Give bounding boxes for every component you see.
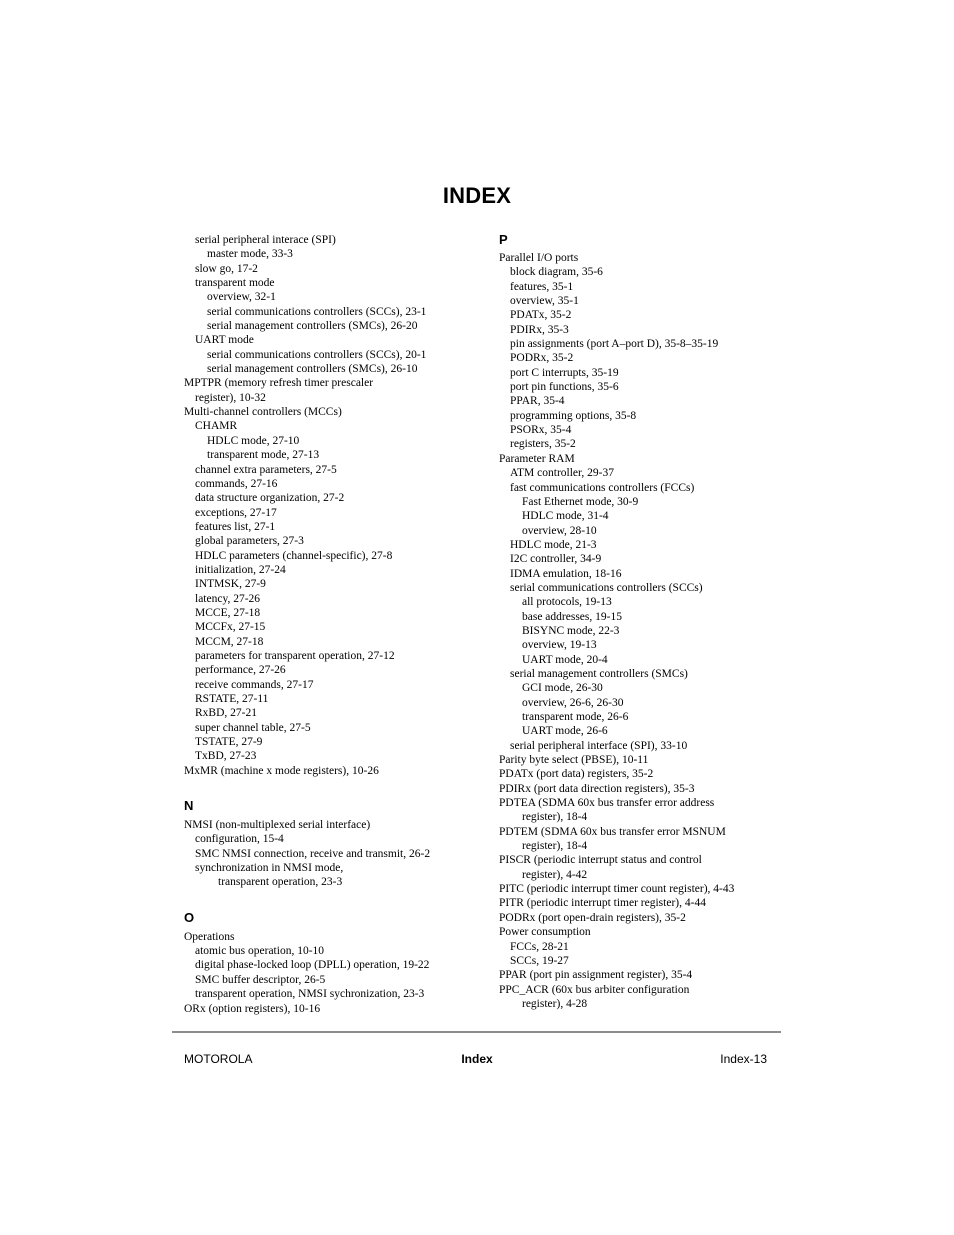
index-entry: PITR (periodic interrupt timer register), 4-44 — [499, 897, 706, 910]
index-entry: serial management controllers (SMCs), 26-20 — [207, 320, 418, 333]
index-entry: pin assignments (port A–port D), 35-8–35-19 — [510, 338, 719, 351]
index-entry: latency, 27-26 — [195, 592, 261, 605]
index-entry: MCCM, 27-18 — [195, 635, 264, 648]
index-entry: digital phase-locked loop (DPLL) operation, 19-22 — [195, 959, 430, 972]
index-entry: PPC_ACR (60x bus arbiter configuration — [499, 983, 690, 996]
index-entry: fast communications controllers (FCCs) — [510, 481, 695, 494]
index-entry: master mode, 33-3 — [207, 248, 293, 261]
section-gap — [184, 778, 474, 798]
index-entry: serial communications controllers (SCCs), 23-1 — [207, 305, 427, 318]
index-entry: PDIRx (port data direction registers), 35-3 — [499, 782, 695, 795]
index-entry: overview, 19-13 — [522, 639, 597, 652]
index-entry: register), 10-32 — [195, 391, 266, 404]
index-entry: programming options, 35-8 — [510, 409, 637, 422]
index-entry: Parameter RAM — [499, 452, 575, 465]
index-entry: PITC (periodic interrupt timer count register), 4-43 — [499, 883, 735, 896]
footer-section-title: Index — [461, 1052, 493, 1066]
index-entry: global parameters, 27-3 — [195, 535, 304, 548]
index-entry: registers, 35-2 — [510, 438, 576, 451]
index-entry: overview, 32-1 — [207, 291, 276, 304]
footer-divider — [172, 1031, 781, 1033]
index-entry: port C interrupts, 35-19 — [510, 366, 619, 379]
index-entry: MCCFx, 27-15 — [195, 621, 266, 634]
index-entry: receive commands, 27-17 — [195, 678, 314, 691]
index-entry: serial peripheral interace (SPI) — [195, 234, 336, 246]
index-entry: exceptions, 27-17 — [195, 506, 277, 519]
index-entry: configuration, 15-4 — [195, 833, 284, 846]
index-entry: overview, 26-6, 26-30 — [522, 696, 624, 709]
index-entry: SCCs, 19-27 — [510, 954, 569, 967]
index-entry: IDMA emulation, 18-16 — [510, 567, 622, 580]
index-entry: data structure organization, 27-2 — [195, 492, 345, 505]
index-entry: RSTATE, 27-11 — [195, 693, 269, 705]
index-letter-header: O — [184, 909, 195, 925]
index-entry: Fast Ethernet mode, 30-9 — [522, 495, 639, 508]
index-entry: transparent mode, 27-13 — [207, 449, 320, 462]
index-entry: super channel table, 27-5 — [195, 721, 311, 734]
index-entry: I2C controller, 34-9 — [510, 553, 602, 566]
index-entry: MxMR (machine x mode registers), 10-26 — [184, 764, 379, 777]
index-entry: commands, 27-16 — [195, 477, 278, 490]
index-entry: MCCE, 27-18 — [195, 606, 261, 619]
index-entry: overview, 35-1 — [510, 295, 579, 308]
index-entry: Power consumption — [499, 926, 591, 939]
index-column-left — [184, 233, 474, 1016]
index-entry: Multi-channel controllers (MCCs) — [184, 406, 342, 419]
index-entry: Parallel I/O ports — [499, 252, 579, 264]
index-entry: serial management controllers (SMCs) — [510, 667, 688, 680]
index-entry: PODRx (port open-drain registers), 35-2 — [499, 911, 686, 924]
footer-publisher: MOTOROLA — [184, 1052, 253, 1066]
index-entry: GCI mode, 26-30 — [522, 682, 603, 695]
index-entry: channel extra parameters, 27-5 — [195, 463, 337, 476]
page-title: INDEX — [442, 183, 512, 208]
index-entry: PPAR, 35-4 — [510, 395, 565, 408]
index-entry: PDTEA (SDMA 60x bus transfer error address — [499, 797, 715, 810]
index-entry: PDTEM (SDMA 60x bus transfer error MSNUM — [499, 825, 726, 838]
index-column-right — [499, 233, 789, 1011]
index-entry: ORx (option registers), 10-16 — [184, 1002, 321, 1015]
index-entry: transparent operation, 23-3 — [218, 876, 343, 889]
index-entry: slow go, 17-2 — [195, 262, 258, 275]
index-entry: CHAMR — [195, 420, 238, 433]
index-entry: transparent operation, NMSI sychronization, 23-3 — [195, 988, 425, 1001]
index-entry: performance, 27-26 — [195, 664, 286, 677]
index-entry: parameters for transparent operation, 27-12 — [195, 649, 395, 662]
index-entry: PODRx, 35-2 — [510, 352, 574, 365]
index-entry: transparent mode — [195, 277, 275, 290]
index-entry: register), 4-42 — [522, 868, 588, 881]
index-entry: PSORx, 35-4 — [510, 424, 572, 437]
index-letter-header: P — [499, 232, 508, 247]
index-entry: PISCR (periodic interrupt status and control — [499, 854, 702, 867]
index-entry: serial communications controllers (SCCs) — [510, 581, 703, 594]
footer-page-number: Index-13 — [720, 1052, 767, 1066]
index-entry: PPAR (port pin assignment register), 35-4 — [499, 969, 693, 982]
index-entry: synchronization in NMSI mode, — [195, 862, 344, 875]
index-entry: initialization, 27-24 — [195, 563, 286, 576]
index-entry: UART mode, 20-4 — [522, 653, 608, 666]
index-entry: serial peripheral interface (SPI), 33-10 — [510, 739, 688, 752]
index-entry: transparent mode, 26-6 — [522, 711, 629, 723]
index-entry: features list, 27-1 — [195, 520, 276, 533]
index-entry: all protocols, 19-13 — [522, 596, 612, 609]
index-entry: block diagram, 35-6 — [510, 266, 603, 279]
index-entry: ATM controller, 29-37 — [510, 467, 614, 480]
index-entry: PDATx, 35-2 — [510, 309, 572, 322]
index-entry: NMSI (non-multiplexed serial interface) — [184, 819, 371, 832]
index-entry: register), 18-4 — [522, 840, 588, 853]
index-entry: RxBD, 27-21 — [195, 707, 257, 720]
index-entry: TxBD, 27-23 — [195, 750, 257, 763]
index-entry: Parity byte select (PBSE), 10-11 — [499, 754, 649, 767]
index-letter-header: N — [184, 798, 194, 814]
index-entry: atomic bus operation, 10-10 — [195, 945, 325, 958]
index-entry: INTMSK, 27-9 — [195, 578, 266, 591]
index-entry: port pin functions, 35-6 — [510, 381, 619, 394]
index-entry: serial communications controllers (SCCs), 20-1 — [207, 348, 427, 361]
index-entry: HDLC mode, 31-4 — [522, 510, 609, 523]
index-entry: overview, 28-10 — [522, 524, 597, 537]
index-entry: HDLC parameters (channel-specific), 27-8 — [195, 549, 393, 562]
section-gap — [184, 890, 474, 910]
index-entry: FCCs, 28-21 — [510, 940, 569, 953]
index-entry: MPTPR (memory refresh timer prescaler — [184, 377, 374, 390]
index-entry: BISYNC mode, 22-3 — [522, 624, 620, 637]
index-entry: PDIRx, 35-3 — [510, 323, 569, 336]
index-entry: features, 35-1 — [510, 280, 574, 293]
index-entry: PDATx (port data) registers, 35-2 — [499, 768, 654, 781]
index-entry: register), 18-4 — [522, 811, 588, 824]
index-entry: HDLC mode, 27-10 — [207, 434, 300, 447]
index-entry: Operations — [184, 930, 235, 943]
index-entry: UART mode — [195, 334, 254, 347]
index-entry: serial management controllers (SMCs), 26-10 — [207, 363, 418, 376]
index-entry: register), 4-28 — [522, 997, 588, 1010]
index-entry: SMC buffer descriptor, 26-5 — [195, 973, 326, 986]
index-entry: UART mode, 26-6 — [522, 725, 608, 738]
index-entry: HDLC mode, 21-3 — [510, 538, 597, 551]
index-entry: SMC NMSI connection, receive and transmit, 26-2 — [195, 847, 431, 860]
index-entry: base addresses, 19-15 — [522, 610, 622, 623]
index-entry: TSTATE, 27-9 — [195, 736, 263, 749]
